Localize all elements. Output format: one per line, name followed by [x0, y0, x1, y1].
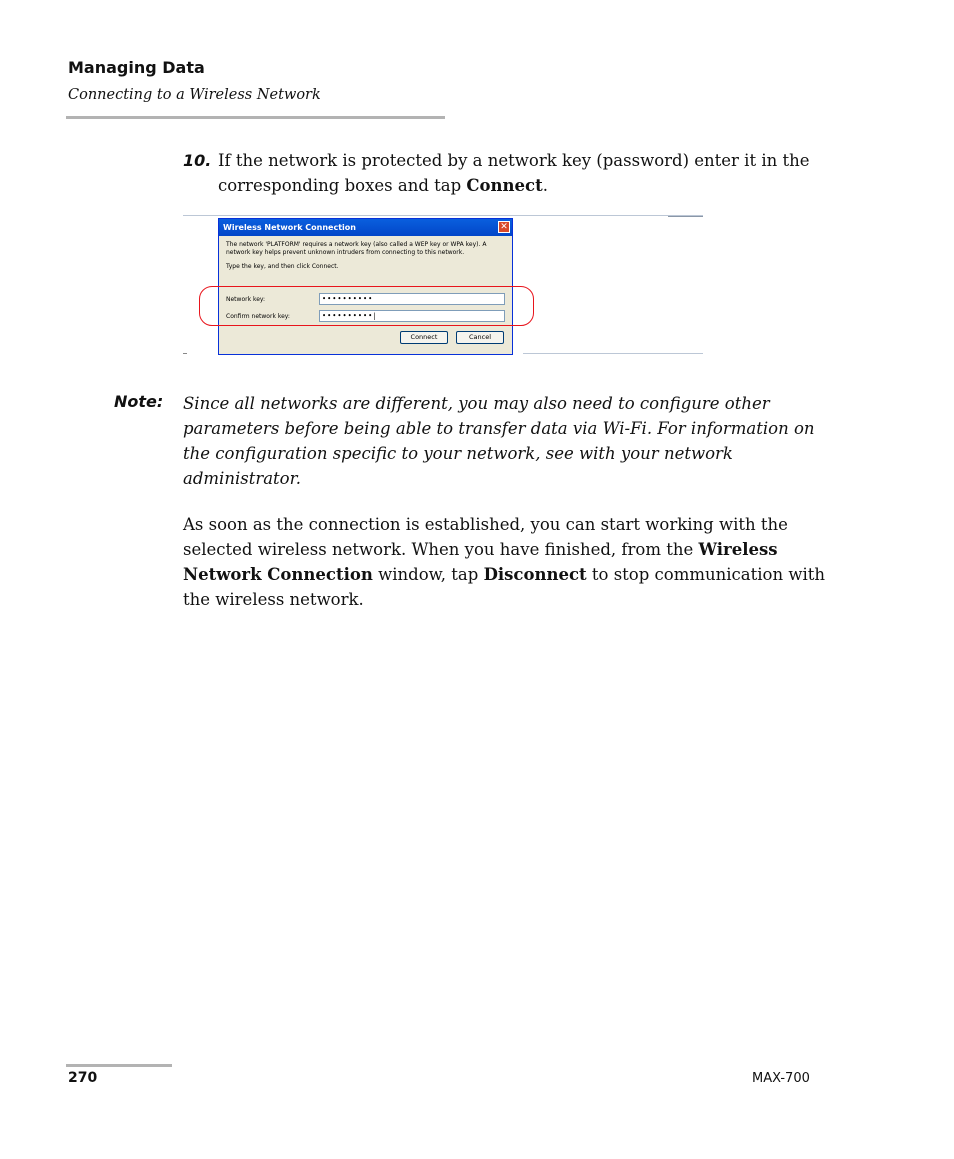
dialog-instruction: Type the key, and then click Connect. — [226, 263, 339, 270]
page-number: 270 — [68, 1070, 98, 1086]
figure-tick — [183, 353, 187, 354]
para-text-2: window, tap — [372, 565, 484, 584]
body-paragraph — [183, 512, 833, 612]
step-text-before: If the network is protected by a network key (password) enter it in the corresponding boxes and tap — [218, 151, 810, 195]
figure-top-line-accent — [668, 216, 703, 217]
close-icon[interactable]: ✕ — [498, 221, 510, 233]
confirm-key-field[interactable]: ••••••••••| — [319, 310, 505, 322]
step-bold-connect: Connect — [466, 176, 543, 195]
footer-rule — [66, 1064, 172, 1067]
note-text: Since all networks are different, you may also need to configure other parameters before being able to transfer data via Wi-Fi. For information on the configuration specific to your network, see with your network administrator. — [183, 394, 815, 488]
page-header-title: Managing Data — [68, 58, 205, 77]
para-text-3: to stop communication with the wireless network. — [183, 565, 825, 609]
page-header-subtitle: Connecting to a Wireless Network — [68, 87, 321, 103]
para-bold-window: Wireless Network Connection — [183, 540, 778, 584]
para-text-1: As soon as the connection is established, you can start working with the selected wireless network. When you have finished, from the — [183, 515, 788, 559]
header-rule — [66, 116, 445, 119]
confirm-key-label: Confirm network key: — [226, 313, 290, 320]
para-bold-disconnect: Disconnect — [483, 565, 587, 584]
dialog-body — [219, 236, 512, 275]
dialog-title: Wireless Network Connection — [223, 223, 356, 232]
connect-button[interactable]: Connect — [400, 331, 448, 344]
step-text-after: . — [542, 176, 548, 195]
dialog-titlebar — [219, 219, 512, 236]
note-label: Note: — [114, 392, 164, 411]
product-name: MAX-700 — [752, 1071, 810, 1086]
cancel-button[interactable]: Cancel — [456, 331, 504, 344]
step-text — [218, 148, 833, 198]
step-number: 10. — [183, 151, 212, 170]
screenshot-figure — [183, 214, 703, 357]
network-key-field[interactable]: •••••••••• — [319, 293, 505, 305]
figure-top-line — [183, 215, 703, 216]
dialog-message: The network 'PLATFORM' requires a network key (also called a WEP key or WPA key). A network key helps prevent unknown intruders from connecting to this network. — [226, 241, 487, 256]
figure-bottom-line — [523, 353, 703, 354]
network-key-label: Network key: — [226, 296, 266, 303]
step-10 — [183, 148, 833, 198]
highlight-outline — [199, 286, 534, 326]
